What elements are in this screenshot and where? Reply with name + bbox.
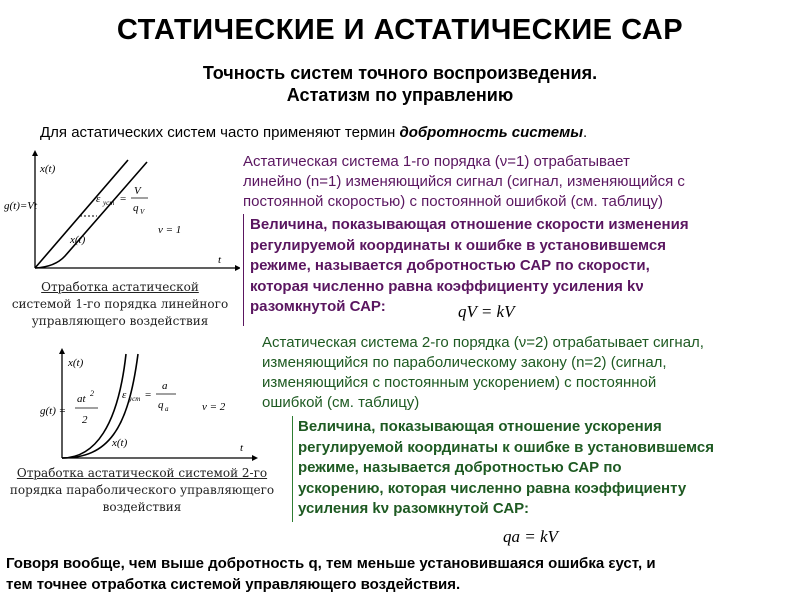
- figure-2-graph: [0, 346, 260, 464]
- fig2-label-eps-sub: уст: [129, 395, 141, 403]
- section-1-box-line: режиме, называется добротностью САР по скорости,: [250, 257, 650, 274]
- figure-1-caption: [0, 279, 240, 330]
- section-2-line: изменяющийся с постоянным ускорением) с постоянной: [262, 374, 657, 391]
- section-2-definition: [298, 417, 798, 520]
- fig2-label-xt-curve: x(t): [112, 437, 128, 449]
- intro-prefix: Для астатических систем часто применяют термин: [40, 124, 400, 141]
- page-title: СТАТИЧЕСКИЕ И АСТАТИЧЕСКИЕ САР: [116, 14, 684, 46]
- section-1-description: [243, 152, 798, 212]
- fig2-frac2-num: a: [162, 380, 168, 392]
- fig2-frac2-den-sub: a: [165, 405, 169, 413]
- fig2-label-xt-top: x(t): [68, 357, 84, 369]
- section-2-box-line: режиме, называется добротностью САР по: [298, 459, 622, 476]
- fig2-caption-line: порядка параболического управляющего: [9, 483, 275, 497]
- fig2-frac-num-sup: 2: [90, 389, 94, 398]
- fig1-x-curve: [35, 162, 147, 268]
- section-1-box-line: разомкнутой САР:: [250, 298, 386, 315]
- fig2-frac-den: 2: [82, 414, 88, 426]
- fig2-caption-line: Отработка астатической системой 2-го: [16, 466, 268, 480]
- fig1-frac-num: V: [134, 185, 141, 197]
- section-2-line: ошибкой (см. таблицу): [262, 394, 420, 411]
- section-1-box-bar: [243, 214, 244, 326]
- section-2-box-line: Величина, показывающая отношение ускорения: [298, 418, 662, 435]
- conclusion-line-2: тем точнее отработка системой управляющего воздействия.: [6, 576, 461, 593]
- fig1-frac-den-sub: V: [140, 208, 145, 216]
- conclusion-text: [6, 553, 796, 595]
- section-1-line: линейно (n=1) изменяющийся сигнал (сигнал, изменяющийся с: [243, 173, 685, 190]
- fig1-label-xt-curve: x(t): [70, 234, 86, 246]
- fig1-frac-den: q: [133, 202, 139, 214]
- fig1-label-eq: =: [120, 193, 127, 205]
- section-2-box-line: ускорению, которая численно равна коэффициенту: [298, 479, 687, 497]
- fig1-caption-line: управляющего воздействия: [31, 314, 209, 328]
- conclusion-line-1: Говоря вообще, чем выше добротность q, тем меньше установившаяся ошибка εуст, и: [6, 555, 656, 572]
- section-1-box-line: регулируемой координаты к ошибке в установившемся: [250, 236, 667, 254]
- fig1-caption-line: системой 1-го порядка линейного: [11, 297, 229, 311]
- subtitle-line-1: Точность систем точного воспроизведения.: [202, 63, 598, 83]
- section-1-definition: [250, 215, 798, 318]
- intro-text: [40, 124, 587, 141]
- section-2-line: изменяющийся по параболическому закону (n=2) (сигнал,: [262, 354, 667, 371]
- fig1-g-line: [35, 160, 128, 268]
- figure-2-caption: [0, 465, 284, 516]
- fig1-label-gt: g(t)=Vt: [4, 200, 38, 212]
- section-1-formula: qV = kV: [458, 302, 515, 321]
- fig1-label-xt-top: x(t): [40, 163, 56, 175]
- fig1-label-eps-sub: уст: [103, 199, 115, 207]
- section-2-line: Астатическая система 2-го порядка (ν=2) отрабатывает сигнал,: [262, 334, 704, 351]
- section-2-formula: qa = kV: [503, 527, 558, 546]
- fig1-label-eps: ε: [96, 193, 101, 205]
- fig2-label-eq: =: [145, 389, 152, 401]
- fig2-frac-num: at: [77, 393, 86, 405]
- section-2-box-bar: [292, 416, 293, 522]
- section-2-box-line: регулируемой координаты к ошибке в установившемся: [298, 438, 715, 456]
- intro-suffix: .: [583, 124, 588, 141]
- section-2-description: [262, 333, 798, 413]
- figure-1-graph: [0, 148, 240, 276]
- intro-term: добротность системы: [399, 124, 584, 141]
- section-1-box-line: которая численно равна коэффициенту усиления kν: [250, 277, 644, 295]
- fig1-label-t: t: [218, 254, 222, 266]
- fig2-label-t: t: [240, 442, 244, 454]
- fig1-caption-line: Отработка астатической: [41, 280, 199, 294]
- section-1-line: постоянной скоростью) с постоянной ошибкой (см. таблицу): [243, 193, 663, 210]
- section-1-line: Астатическая система 1-го порядка (ν=1) отрабатывает: [243, 153, 630, 170]
- subtitle-line-2: Астатизм по управлению: [286, 85, 514, 105]
- fig2-frac2-den: q: [158, 399, 164, 411]
- fig1-label-nu: ν = 1: [158, 224, 182, 236]
- fig2-label-eps: ε: [122, 389, 127, 401]
- page-subtitle: [0, 62, 800, 106]
- section-1-box-line: Величина, показывающая отношение скорости изменения: [250, 216, 689, 233]
- fig2-label-nu: ν = 2: [202, 401, 226, 413]
- fig2-caption-line: воздействия: [102, 500, 182, 514]
- section-2-box-line: усиления kν разомкнутой САР:: [298, 500, 529, 517]
- fig2-label-gt: g(t) =: [40, 405, 67, 417]
